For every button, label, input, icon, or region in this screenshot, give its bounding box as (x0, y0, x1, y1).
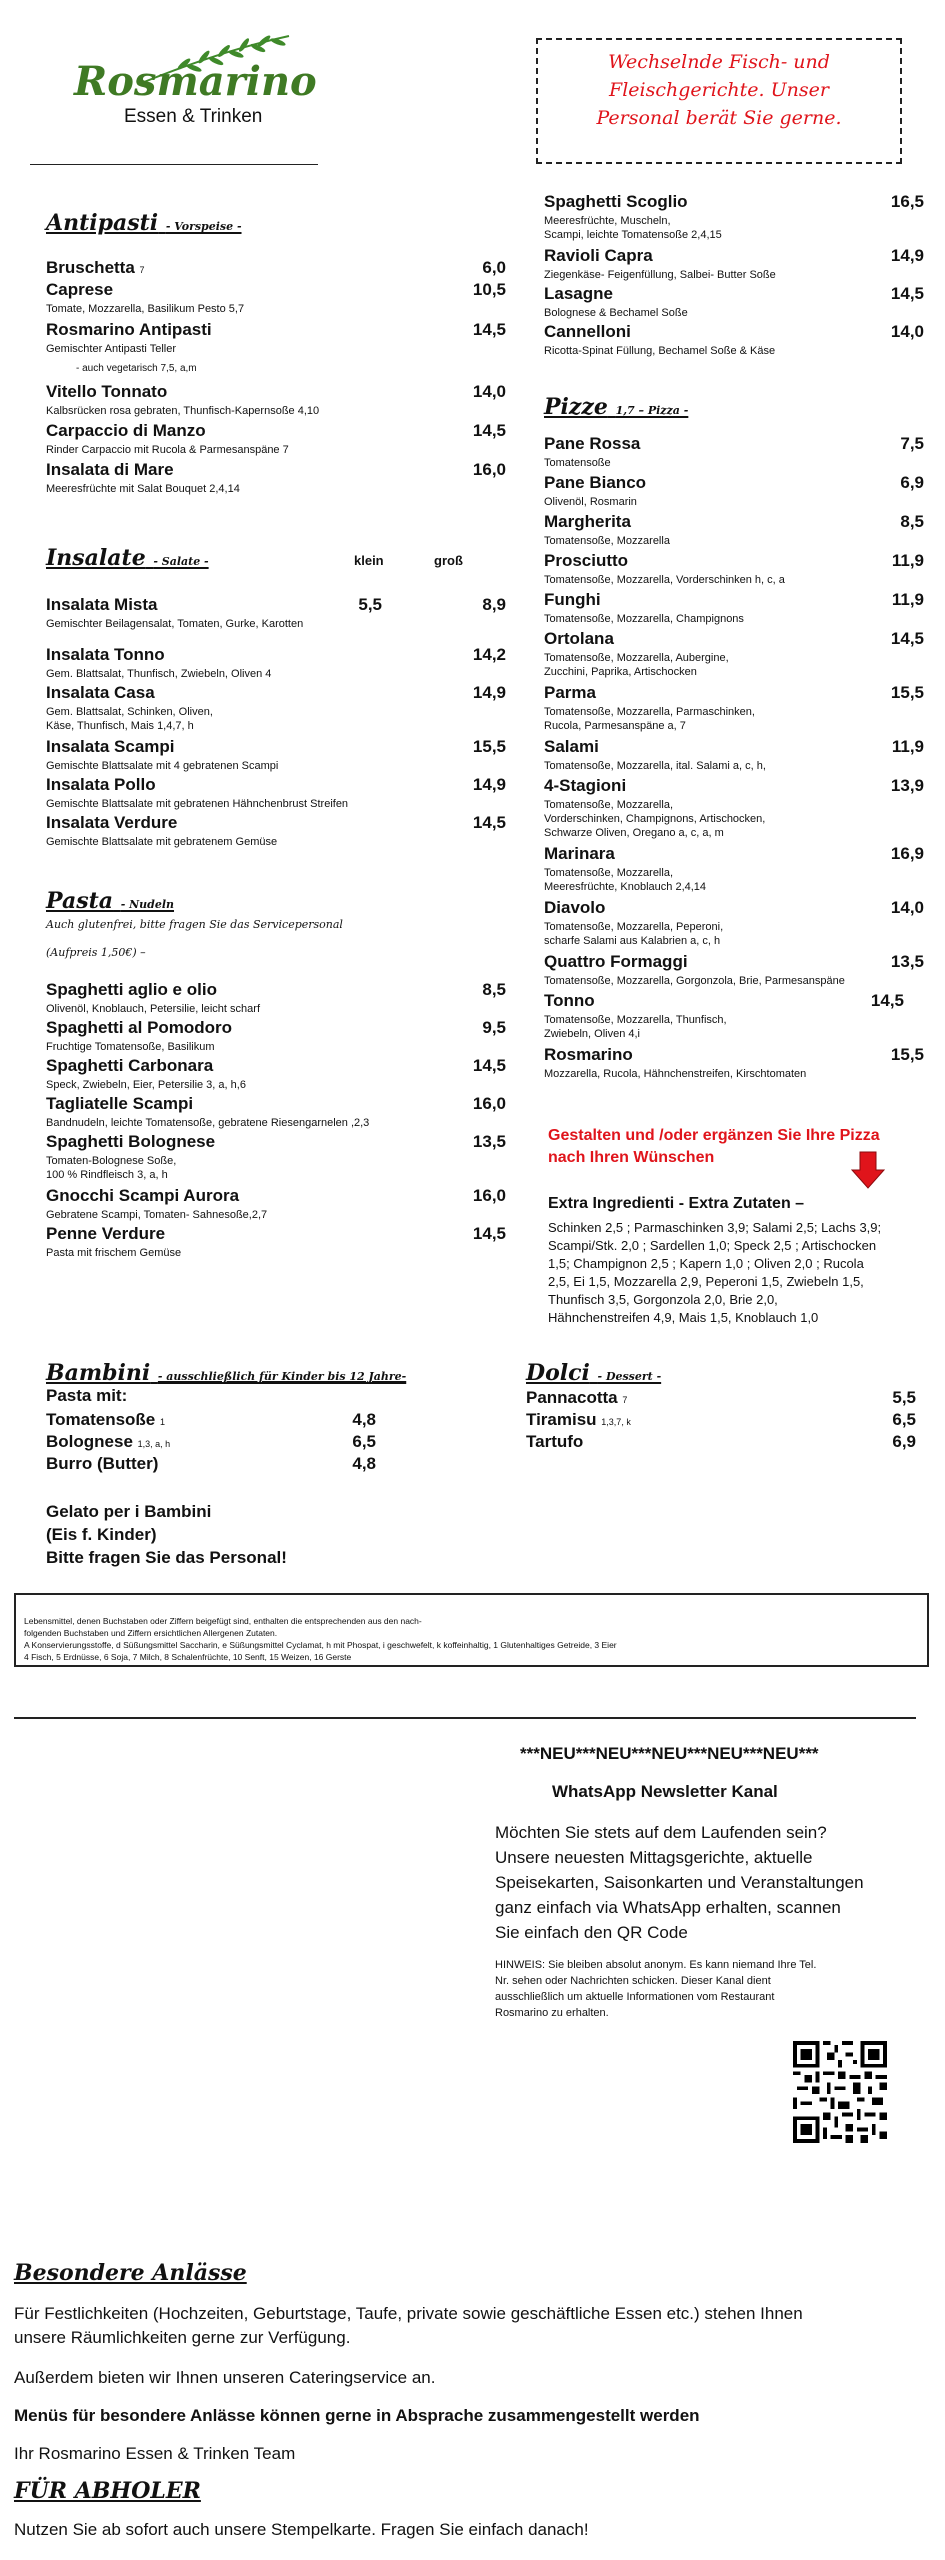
logo (74, 30, 317, 127)
col-big-label: groß (434, 553, 463, 568)
col-small-label: klein (354, 553, 384, 568)
pizza-custom-line: Gestalten und /oder ergänzen Sie Ihre Pizza (548, 1127, 880, 1144)
pickup-text: Nutzen Sie ab sofort auch unsere Stempelkarte. Fragen Sie einfach danach! (14, 2520, 589, 2539)
gelato-note (46, 1500, 287, 1569)
pizza-custom-note (548, 1125, 880, 1169)
bambini-pasta-label: Pasta mit: (46, 1386, 128, 1405)
notice-line: Personal berät Sie gerne. (596, 107, 842, 129)
pasta-section: Pasta - Nudeln Auch glutenfrei, bitte fragen Sie das Servicepersonal (Aufpreis 1,50€) – Spaghetti aglio e olio 8,5 Olivenöl, Knoblauch, Petersilie, leicht scharf Spaghetti al Pomodoro 9,5 Fruchtige Tomatensoße, Basilikum Spaghetti Carbonara 14,5 Speck, Zwiebeln, Eier, Petersilie 3, a, h,6 Tagliatelle Scampi 16,0 Bandnudeln, leichte Tomatensoße, gebratene Riesengarnelen ,2,3 Spaghetti Bolognese 13,5 Tomaten-Bolognese Soße, 100 % Rindfleisch 3, a, h Gnocchi Scampi Aurora 16,0 Gebratene Scampi, Tomaten- Sahnesoße,2,7 Penne Verdure 14,5 Pasta mit frischem Gemüse (46, 888, 506, 1259)
extras-line: 1,5; Champignon 2,5 ; Kapern 1,0 ; Oliven 2,0 ; Rucola (548, 1256, 864, 1271)
extras-line: Thunfisch 3,5, Gorgonzola 2,0, Brie 2,0, (548, 1292, 778, 1307)
qr-code-icon[interactable] (793, 2040, 887, 2144)
hint-line: ausschließlich um aktuelle Informationen vom Restaurant (495, 1991, 775, 2003)
pasta-surcharge-note: (Aufpreis 1,50€) – (46, 946, 146, 959)
events-section (14, 2260, 934, 2542)
dolci-heading: Dolci - Dessert - (526, 1360, 662, 1386)
brand-name: Rosmarino (74, 58, 317, 105)
pizze-section: Pizze 1,7 – Pizza - Pane Rossa 7,5 Tomatensoße Pane Bianco 6,9 Olivenöl, Rosmarin Margherita 8,5 Tomatensoße, Mozzarella Prosciutto 11,9 Tomatensoße, Mozzarella, Vorderschinken h, c, a Funghi 11,9 Tomatensoße, Mozzarella, Champignons Ortolana 14,5 Tomatensoße, Mozzarella, Aubergine, Zucchini, Paprika, Artischocken Parma 15,5 Tomatensoße, Mozzarella, Parmaschinken, Rucola, Parmesanspäne a, 7 Salami 11,9 Tomatensoße, Mozzarella, ital. Salami a, c, h, 4-Stagioni 13,9 Tomatensoße, Mozzarella, Vorderschinken, Champignons, Artischocken, Schwarze Oliven, Oregano a, c, a, m Marinara 16,9 Tomatensoße, Mozzarella, Meeresfrüchte, Knoblauch 2,4,14 Diavolo 14,0 Tomatensoße, Mozzarella, Peperoni, scharfe Salami aus Kalabrien a, c, h Quattro Formaggi 13,5 Tomatensoße, Mozzarella, Gorgonzola, Brie, Parmesanspäne Tonno 14,5 Tomatensoße, Mozzarella, Thunfisch, Zwiebeln, Oliven 4,i Rosmarino 15,5 Mozzarella, Rucola, Hähnchenstreifen, Kirschtomaten (544, 394, 924, 1080)
events-heading: Besondere Anlässe (14, 2260, 247, 2286)
brand-tagline: Essen & Trinken (124, 106, 263, 127)
events-paragraph: unsere Räumlichkeiten gerne zur Verfügung. (14, 2328, 351, 2347)
extras-line: Scampi/Stk. 2,0 ; Sardellen 1,0; Speck 2,5 ; Artischocken (548, 1238, 877, 1253)
bambini-section: Bambini - ausschließlich für Kinder bis 12 Jahre- Pasta mit: Tomatensoße 1 4,8 Bolognese 1,3, a, h 6,5 Burro (Butter) 4,8 Gelato per i Bambini (Eis f. Kinder) Bitte fragen Sie das Personal! (46, 1360, 466, 1386)
allergen-box (14, 1593, 929, 1667)
pasta-heading: Pasta - Nudeln (46, 888, 175, 914)
allergen-line: folgenden Buchstaben und Ziffern ersichtlichen Allergenen Zutaten. (24, 1628, 278, 1638)
newsletter-line: Unsere neuesten Mittagsgerichte, aktuelle (495, 1848, 813, 1867)
pizza-custom-line: nach Ihren Wünschen (548, 1149, 715, 1166)
hint-line: Nr. sehen oder Nachrichten schicken. Dieser Kanal dient (495, 1975, 771, 1987)
newsletter-line: ganz einfach via WhatsApp erhalten, scannen (495, 1898, 841, 1917)
logo-divider (30, 164, 318, 165)
allergen-line: 4 Fisch, 5 Erdnüsse, 6 Soja, 7 Milch, 8 Schalenfrüchte, 10 Senft, 15 Weizen, 16 Gerste (24, 1652, 352, 1662)
pickup-heading: FÜR ABHOLER (14, 2478, 201, 2504)
newsletter-body (495, 1820, 915, 1945)
newsletter-line: Sie einfach den QR Code (495, 1923, 688, 1942)
hint-line: Rosmarino zu erhalten. (495, 2007, 609, 2019)
extras-section (548, 1195, 938, 1327)
dolci-section: Dolci - Dessert - Pannacotta 7 5,5 Tiramisu 1,3,7, k 6,5 Tartufo 6,9 (526, 1360, 926, 1386)
newsletter-hint (495, 1957, 915, 2021)
newsletter-line: Möchten Sie stets auf dem Laufenden sein? (495, 1823, 827, 1842)
insalate-heading: Insalate - Salate - (46, 545, 209, 571)
newsletter-title: WhatsApp Newsletter Kanal (552, 1782, 778, 1801)
pizze-heading: Pizze 1,7 – Pizza - (544, 394, 689, 420)
insalate-section: Insalate - Salate - klein groß Insalata Mista 5,5 8,9 Gemischter Beilagensalat, Tomaten, Gurke, Karotten Insalata Tonno 14,2 Gem. Blattsalat, Thunfisch, Zwiebeln, Oliven 4 Insalata Casa 14,9 Gem. Blattsalat, Schinken, Oliven, Käse, Thunfisch, Mais 1,4,7, h Insalata Scampi 15,5 Gemischte Blattsalate mit 4 gebratenen Scampi Insalata Pollo 14,9 Gemischte Blattsalate mit gebratenen Hähnchenbrust Streifen Insalata Verdure 14,5 Gemischte Blattsalate mit gebratenem Gemüse (46, 545, 506, 848)
events-paragraph: Menüs für besondere Anlässe können gerne in Absprache zusammengestellt werden (14, 2406, 700, 2425)
gelato-line: Gelato per i Bambini (46, 1502, 212, 1521)
extras-line: Hähnchenstreifen 4,9, Mais 1,5, Knoblauch 1,0 (548, 1310, 819, 1325)
events-signoff: Ihr Rosmarino Essen & Trinken Team (14, 2444, 296, 2463)
hint-line: HINWEIS: Sie bleiben absolut anonym. Es kann niemand Ihre Tel. (495, 1959, 817, 1971)
pasta-gluten-note: Auch glutenfrei, bitte fragen Sie das Servicepersonal (46, 918, 343, 931)
gelato-line: Bitte fragen Sie das Personal! (46, 1548, 287, 1567)
arrow-down-icon (850, 1150, 886, 1190)
section-divider (14, 1717, 916, 1719)
gelato-line: (Eis f. Kinder) (46, 1525, 157, 1544)
newsletter-line: Speisekarten, Saisonkarten und Veranstaltungen (495, 1873, 864, 1892)
events-paragraph: Außerdem bieten wir Ihnen unseren Cateringservice an. (14, 2368, 436, 2387)
notice-line: Wechselnde Fisch- und (608, 51, 830, 73)
events-paragraph: Für Festlichkeiten (Hochzeiten, Geburtstage, Taufe, private sowie geschäftliche Essen etc.) stehen Ihnen (14, 2304, 803, 2323)
extras-line: Schinken 2,5 ; Parmaschinken 3,9; Salami 2,5; Lachs 3,9; (548, 1220, 882, 1235)
allergen-line: Lebensmittel, denen Buchstaben oder Ziffern beigefügt sind, enthalten die entsprechenden aus den nach- (24, 1616, 422, 1626)
antipasti-heading: Antipasti - Vorspeise - (46, 210, 242, 236)
extras-line: 2,5, Ei 1,5, Mozzarella 2,9, Peperoni 1,5, Zwiebeln 1,5, (548, 1274, 864, 1289)
newsletter-headline: ***NEU***NEU***NEU***NEU***NEU*** (520, 1744, 819, 1763)
notice-box (536, 38, 902, 164)
allergen-line: A Konservierungsstoffe, d Süßungsmittel Saccharin, e Süßungsmittel Cyclamat, h mit Phospat, i geschwefelt, k koffeinhaltig, 1 Glutenhaltiges Getreide, 3 Eier (24, 1640, 617, 1650)
extras-heading: Extra Ingredienti - Extra Zutaten – (548, 1195, 805, 1212)
notice-line: Fleischgerichte. Unser (609, 79, 829, 101)
bambini-heading: Bambini - ausschließlich für Kinder bis 12 Jahre- (46, 1360, 407, 1386)
antipasti-section: Antipasti - Vorspeise - Bruschetta 7 6,0 Caprese 10,5 Tomate, Mozzarella, Basilikum Pesto 5,7 Rosmarino Antipasti 14,5 Gemischter Antipasti Teller - auch vegetarisch 7,5, a,m Vitello Tonnato 14,0 Kalbsrücken rosa gebraten, Thunfisch-Kapernsoße 4,10 Carpaccio di Manzo 14,5 Rinder Carpaccio mit Rucola & Parmesanspäne 7 Insalata di Mare 16,0 Meeresfrüchte mit Salat Bouquet 2,4,14 (46, 210, 506, 495)
